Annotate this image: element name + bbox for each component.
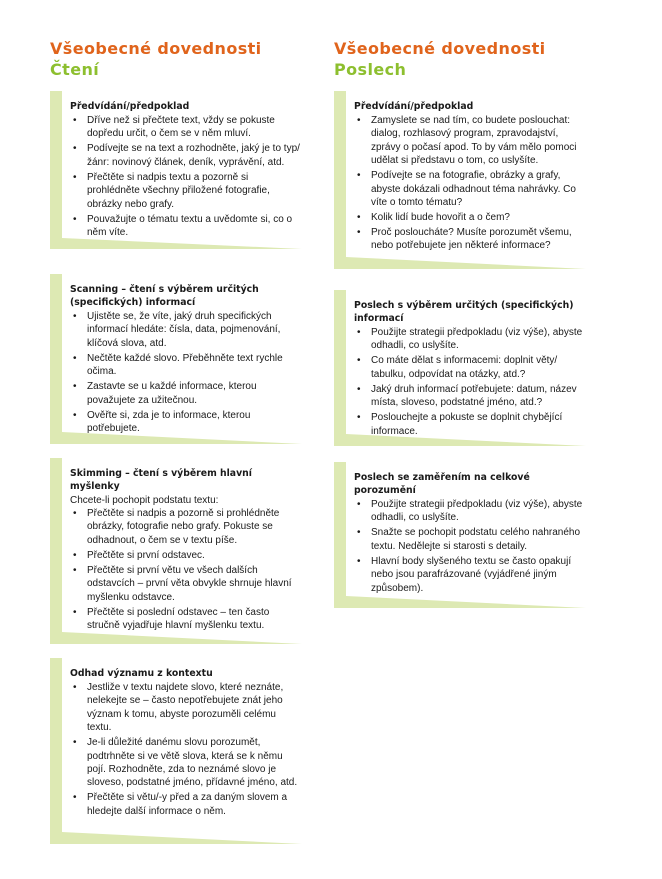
bullet-list (70, 681, 302, 818)
reading-title-line1: Všeobecné dovednosti (50, 39, 262, 58)
list-item: • Je-li důležité danému slovu porozumět, podtrhněte si ve větě slova, která se k němu pojí. Rozhodněte, zda to neznámé slovo je sloveso, podstatné jméno, přídavné jméno, atd. (70, 736, 302, 790)
reading-title (50, 38, 322, 80)
bullet-list (354, 498, 586, 595)
list-item: • Hlavní body slyšeného textu se často opakují nebo jsou parafrázované (vyjádřené jiným způsobem). (354, 555, 586, 595)
card-heading: Skimming – čtení s výběrem hlavní myšlenky (70, 468, 252, 492)
column-listening (334, 38, 606, 594)
list-item: • Použijte strategii předpokladu (viz výše), abyste odhadli, co uslyšíte. (354, 326, 586, 353)
reading-card-prediction (50, 91, 302, 249)
list-item: • Podívejte se na text a rozhodněte, jaký je to typ/žánr: novinový článek, deník, vyprávění, atd. (70, 142, 302, 169)
card-heading: Předvídání/předpoklad (354, 101, 474, 112)
listening-title-line1: Všeobecné dovednosti (334, 39, 546, 58)
column-reading (50, 38, 322, 817)
reading-card-scanning (50, 274, 302, 444)
list-item: • Použijte strategii předpokladu (viz výše), abyste odhadli, co uslyšíte. (354, 498, 586, 525)
card-heading: Předvídání/předpoklad (70, 101, 190, 112)
list-item: • Přečtěte si první odstavec. (70, 549, 302, 562)
list-item: • Ověřte si, zda je to informace, kterou potřebujete. (70, 409, 302, 436)
listening-card-specific (334, 290, 586, 446)
reading-card-skimming (50, 458, 302, 644)
list-item: • Jestliže v textu najdete slovo, které neznáte, nelekejte se – často nepotřebujete znát jeho význam k tomu, abyste porozuměli celému textu. (70, 681, 302, 735)
list-item: • Podívejte se na fotografie, obrázky a grafy, abyste dokázali odhadnout téma nahrávky. Co víte o tomto tématu? (354, 169, 586, 209)
list-item: • Ujistěte se, že víte, jaký druh specifických informací hledáte: čísla, data, pojmenování, klíčová slova, atd. (70, 310, 302, 350)
list-item: • Přečtěte si první větu ve všech dalších odstavcích – první věta obvykle shrnuje hlavní myšlenku odstavce. (70, 564, 302, 604)
list-item: • Snažte se pochopit podstatu celého nahraného textu. Nedělejte si starosti s detaily. (354, 526, 586, 553)
list-item: • Zastavte se u každé informace, kterou považujete za užitečnou. (70, 380, 302, 407)
card-heading: Poslech se zaměřením na celkové porozumění (354, 472, 530, 496)
list-item: • Zamyslete se nad tím, co budete poslouchat: dialog, rozhlasový program, zpravodajství, zprávy o počasí apod. To by vám mělo pomoci udělat si představu o tom, co uslyšíte. (354, 114, 586, 168)
list-item: • Pouvažujte o tématu textu a uvědomte si, co o něm víte. (70, 213, 302, 240)
list-item: • Nečtěte každé slovo. Přeběhněte text rychle očima. (70, 352, 302, 379)
list-item: • Dříve než si přečtete text, vždy se pokuste dopředu určit, o čem se v něm mluví. (70, 114, 302, 141)
bullet-list (70, 507, 302, 632)
list-item: • Přečtěte si poslední odstavec – ten často stručně vyjadřuje hlavní myšlenku textu. (70, 606, 302, 633)
card-intro: Chcete-li pochopit podstatu textu: (70, 495, 219, 506)
bullet-list (354, 114, 586, 253)
list-item: • Poslouchejte a pokuste se doplnit chybějící informace. (354, 411, 586, 438)
card-heading: Odhad významu z kontextu (70, 668, 213, 679)
listening-card-prediction (334, 91, 586, 269)
card-heading: Poslech s výběrem určitých (specifických) informací (354, 300, 574, 324)
list-item: • Co máte dělat s informacemi: doplnit věty/ tabulku, odpovídat na otázky, atd.? (354, 354, 586, 381)
list-item: • Kolik lidí bude hovořit a o čem? (354, 211, 586, 224)
list-item: • Jaký druh informací potřebujete: datum, název místa, sloveso, podstatné jméno, atd.? (354, 383, 586, 410)
reading-card-context (50, 658, 302, 844)
listening-title-line2: Poslech (334, 60, 407, 79)
reading-title-line2: Čtení (50, 60, 100, 79)
list-item: • Proč posloucháte? Musíte porozumět všemu, nebo potřebujete jen některé informace? (354, 226, 586, 253)
bullet-list (354, 326, 586, 438)
list-item: • Přečtěte si větu/-y před a za daným slovem a hledejte další informace o něm. (70, 791, 302, 818)
bullet-list (70, 114, 302, 239)
listening-title (334, 38, 606, 80)
list-item: • Přečtěte si nadpis textu a pozorně si prohlédněte všechny přiložené fotografie, obrázky nebo grafy. (70, 171, 302, 211)
card-heading: Scanning – čtení s výběrem určitých (specifických) informací (70, 284, 259, 308)
listening-card-gist (334, 462, 586, 608)
list-item: • Přečtěte si nadpis a pozorně si prohlédněte obrázky, fotografie nebo grafy. Pokuste se odhadnout, o čem se v textu píše. (70, 507, 302, 547)
bullet-list (70, 310, 302, 435)
